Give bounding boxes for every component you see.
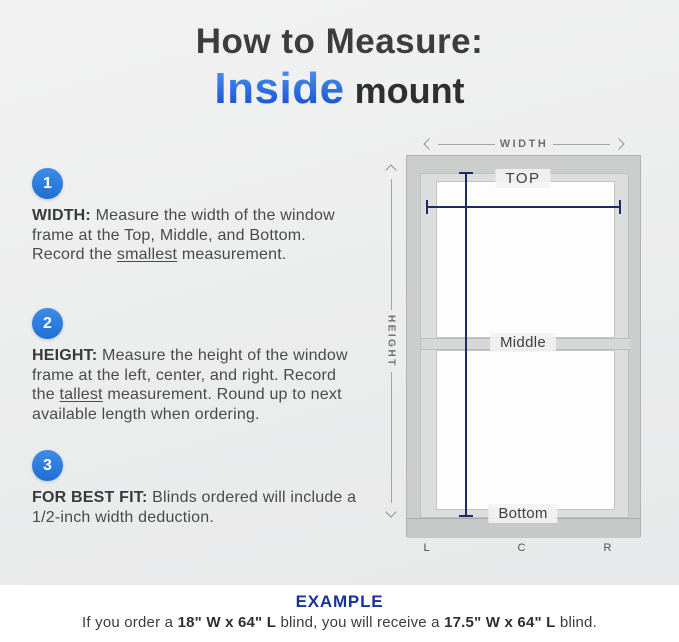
step-1-body: Measure the width of the window frame at the Top, Middle, and Bottom. Record the <box>32 207 335 263</box>
example-mid: blind, you will receive a <box>276 614 445 631</box>
label-bottom: Bottom <box>488 504 557 523</box>
step-2-label: HEIGHT: <box>32 347 98 364</box>
height-arrow-line-top <box>391 179 392 310</box>
height-dimension-arrow <box>383 166 399 516</box>
title-suffix: mount <box>344 70 465 111</box>
window-pane-top <box>436 181 615 338</box>
step-3-body: Blinds ordered will include a 1/2-inch width deduction. <box>32 489 357 526</box>
example-ordered-size: 18" W x 64" L <box>177 614 277 631</box>
example-suffix: blind. <box>555 614 597 631</box>
measure-tick-right <box>619 200 621 214</box>
width-label: WIDTH <box>499 138 549 150</box>
step-3 <box>32 450 380 527</box>
step-1-text <box>32 206 362 265</box>
window-pane-bottom <box>436 350 615 510</box>
width-measure-line <box>426 206 621 208</box>
page-title <box>0 22 679 114</box>
step-2-number: 2 <box>43 314 52 332</box>
width-dimension-arrow <box>425 137 623 151</box>
step-3-label: FOR BEST FIT: <box>32 489 148 506</box>
step-1 <box>32 168 380 265</box>
title-line2 <box>0 64 679 114</box>
example-text <box>0 614 679 631</box>
step-3-number-badge <box>32 450 63 481</box>
example-received-size: 17.5" W x 64" L <box>444 614 556 631</box>
arrow-up-icon <box>385 164 396 175</box>
label-middle: Middle <box>490 333 556 352</box>
height-label: HEIGHT <box>385 314 397 368</box>
title-line1: How to Measure: <box>195 22 484 61</box>
step-1-number: 1 <box>43 174 52 192</box>
step-1-underlined-word: smallest <box>116 246 178 263</box>
width-arrow-line-right <box>553 144 610 145</box>
measure-tick-left <box>426 200 428 214</box>
example-heading: EXAMPLE <box>295 592 384 611</box>
step-1-label: WIDTH: <box>32 207 91 224</box>
example-footer <box>0 585 679 642</box>
step-2-number-badge <box>32 308 63 339</box>
height-measure-line <box>465 172 467 517</box>
step-3-number: 3 <box>43 456 52 474</box>
step-2-body-end: measurement. Round up to next available length when ordering. <box>32 386 342 423</box>
instruction-steps <box>32 168 380 558</box>
step-2-underlined-word: tallest <box>59 386 103 403</box>
arrow-right-icon <box>613 138 624 149</box>
window-diagram <box>380 130 679 580</box>
measure-tick-top <box>459 172 473 174</box>
step-2-body: Measure the height of the window frame at the left, center, and right. Record the <box>32 347 348 403</box>
step-1-body-end: measurement. <box>177 246 287 263</box>
height-arrow-line-bottom <box>391 372 392 503</box>
measure-tick-bottom <box>459 515 473 517</box>
arrow-down-icon <box>385 506 396 517</box>
marker-left: L <box>423 542 431 554</box>
label-top: TOP <box>495 169 550 188</box>
step-2-text <box>32 346 362 424</box>
arrow-left-icon <box>423 138 434 149</box>
marker-right: R <box>603 542 613 554</box>
title-highlight: Inside <box>214 64 345 113</box>
step-3-text <box>32 488 362 527</box>
marker-center: C <box>517 542 527 554</box>
width-arrow-line-left <box>438 144 495 145</box>
step-2 <box>32 308 380 424</box>
step-1-number-badge <box>32 168 63 199</box>
example-prefix: If you order a <box>82 614 178 631</box>
